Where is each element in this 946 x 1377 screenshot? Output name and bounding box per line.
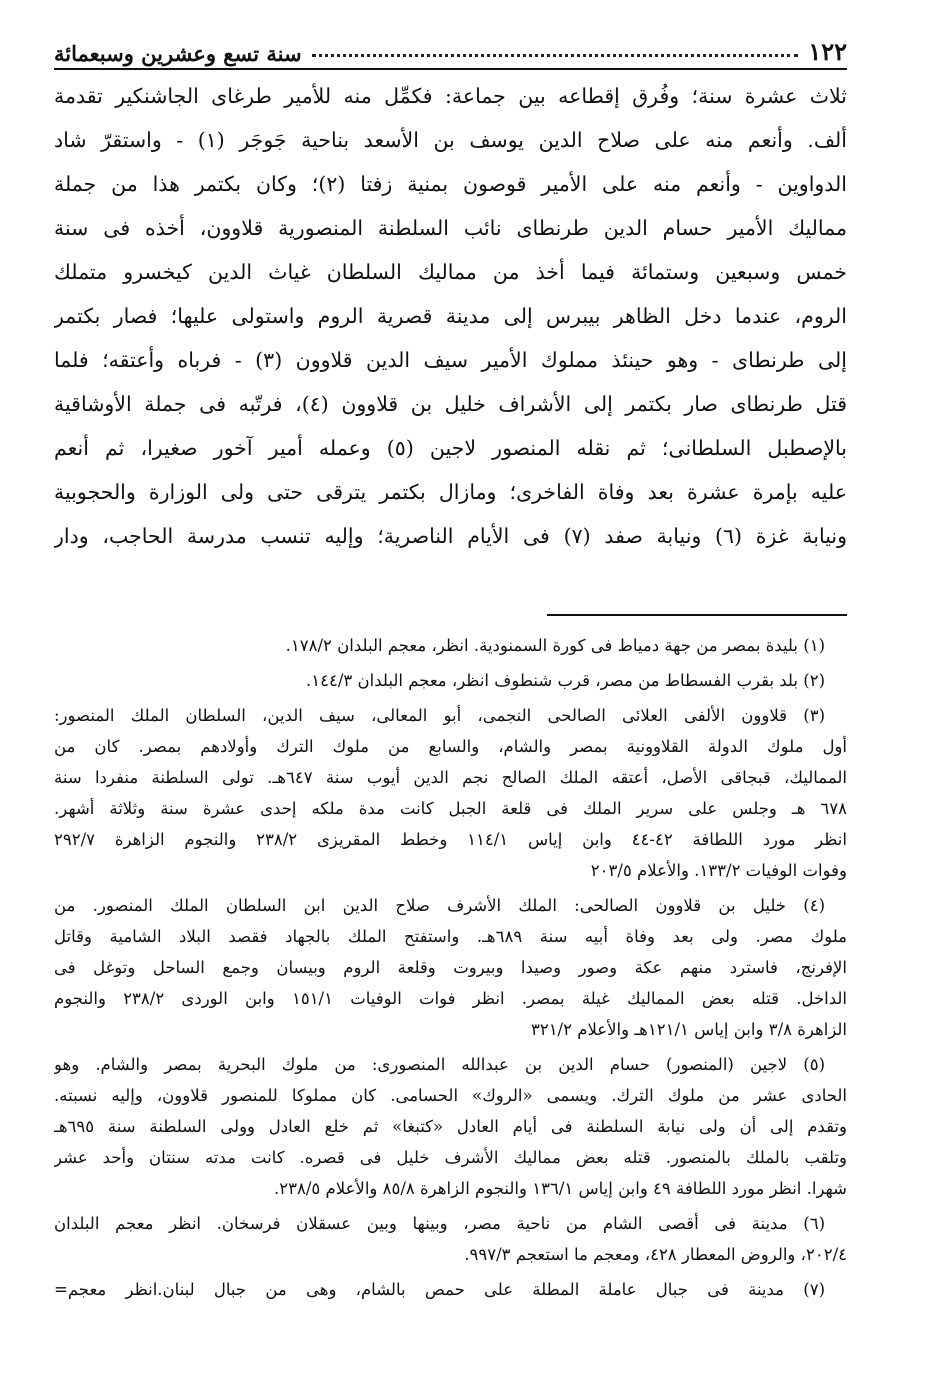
- text-line: إلى طرنطاى - وهو حينئذ مملوك الأمير سيف الدين قلاوون (٣) - فرباه وأعتقه؛ فلما: [54, 348, 847, 372]
- footnote-6: [54, 1208, 847, 1270]
- footnote-line: الإفرنج، فاسترد منهم عكة وصور وصيدا وبيروت وقلعة الروم وبيسان وجمع الساحل وتوغل فى: [54, 958, 847, 977]
- footnote-line: (٢) بلد بقرب الفسطاط من مصر، قرب شنطوف انظر، معجم البلدان ١٤٤/٣.: [306, 671, 825, 690]
- text-line: الروم، عندما دخل الظاهر بيبرس إلى مدينة قصرية الروم واستولى عليها؛ فصار بكتمر: [54, 304, 847, 328]
- main-text: [54, 74, 847, 558]
- footnote-line: الحادى عشر من ملوك الترك. ويسمى «الروك» الحسامى. كان مملوكا للمنصور قلاوون، وإليه نسبته.: [54, 1086, 847, 1105]
- footnote-line: (٣) قلاوون الألفى العلائى الصالحى النجمى، أبو المعالى، سيف الدين، السلطان الملك المنصور:: [54, 706, 825, 725]
- book-page: [54, 26, 847, 1309]
- text-line: مماليك الأمير حسام الدين طرنطاى نائب السلطنة المنصورية قلاوون، أخذه فى سنة: [54, 216, 847, 240]
- text-line: بالإصطبل السلطانى؛ ثم نقله المنصور لاجين (٥) وعمله أمير آخور صغيرا، ثم أنعم: [54, 436, 847, 460]
- footnote-1: [54, 630, 847, 661]
- text-line: عليه بإمرة عشرة بعد وفاة الفاخرى؛ ومازال بكتمر يترقى حتى ولى الوزارة والحجوبية: [54, 480, 847, 504]
- footnote-line: (٧) مدينة فى جبال عاملة المطلة على حمص بالشام، وهى من جبال لبنان.انظر معجم=: [54, 1280, 825, 1299]
- footnote-line: المماليك، قبجاقى الأصل، أعتقه الملك الصالح نجم الدين أيوب سنة ٦٤٧هـ. تولى السلطنة منفردا سنة: [54, 768, 847, 787]
- footnote-line: (٥) لاجين (المنصور) حسام الدين بن عبدالله المنصورى: من ملوك البحرية بمصر والشام. وهو: [54, 1055, 825, 1074]
- text-line: قتل طرنطاى صار بكتمر إلى الأشراف خليل بن قلاوون (٤)، فرتّبه فى جملة الأوشاقية: [54, 392, 847, 416]
- text-line: الدواوين - وأنعم منه على الأمير قوصون بمنية زفتا (٢)؛ وكان بكتمر هذا من جملة: [54, 172, 847, 196]
- footnote-line: (٦) مدينة فى أقصى الشام من ناحية مصر، وبينها وبين عسقلان فرسخان. انظر معجم البلدان: [54, 1214, 825, 1233]
- text-line: ونيابة غزة (٦) ونيابة صفد (٧) فى الأيام الناصرية؛ وإليه تنسب مدرسة الحاجب، ودار: [54, 524, 847, 548]
- footnote-line: أول ملوك الدولة القلاوونية بمصر والشام، والسابع من ملوك الترك وأولادهم بمصر. كان من: [54, 737, 847, 756]
- text-line: ثلاث عشرة سنة؛ وفُرق إقطاعه بين جماعة: فكمِّل منه للأمير طرغاى الجاشنكير تقدمة: [54, 84, 847, 108]
- footnotes: [54, 630, 847, 1305]
- footnote-line: الداخل. قتله بعض المماليك غيلة بمصر. انظر فوات الوفيات ١٥١/١ وابن الوردى ٢٣٨/٢ والنجوم: [54, 989, 847, 1008]
- page-header: [54, 26, 847, 70]
- footnote-3: [54, 700, 847, 886]
- footnote-line: شهرا. انظر مورد اللطافة ٤٩ وابن إياس ١٣٦/١ والنجوم الزاهرة ٨٥/٨ والأعلام ٢٣٨/٥.: [274, 1179, 847, 1198]
- footnote-5: [54, 1049, 847, 1204]
- footnote-line: وتقدم إلى أن ولى نيابة السلطنة فى أيام العادل «كتبغا» ثم خلع العادل وولى السلطنة سنة ٦٩٥هـ: [54, 1117, 847, 1136]
- footnote-separator-wrap: [54, 584, 847, 616]
- footnote-separator: [547, 614, 847, 616]
- footnote-4: [54, 890, 847, 1045]
- footnote-line: ٢٠٢/٤، والروض المعطار ٤٢٨، ومعجم ما استعجم ٩٩٧/٣.: [464, 1245, 847, 1264]
- text-line: خمس وسبعين وستمائة فيما أخذ من مماليك السلطان غياث الدين كيخسرو متملك: [54, 260, 847, 284]
- footnote-line: ٦٧٨ هـ وجلس على سرير الملك فى قلعة الجبل كانت مدة ملكه إحدى عشرة سنة وثلاثة أشهر.: [54, 799, 847, 818]
- text-line: ألف. وأنعم منه على صلاح الدين يوسف بن الأسعد بناحية جَوجَر (١) - واستقرّ شاد: [54, 128, 847, 152]
- running-title: سنة تسع وعشرين وسبعمائة: [54, 41, 302, 66]
- footnote-line: وفوات الوفيات ١٣٣/٢. والأعلام ٢٠٣/٥: [590, 861, 847, 880]
- footnote-7: [54, 1274, 847, 1305]
- page-number: ١٢٢: [808, 37, 847, 66]
- footnote-line: انظر مورد اللطافة ٤٢-٤٤ وابن إياس ١١٤/١ وخطط المقريزى ٢٣٨/٢ والنجوم الزاهرة ٢٩٢/٧: [54, 830, 847, 849]
- leader-dots: [312, 53, 799, 57]
- footnote-line: وتلقب بالملك بالمنصور. قتله بعض مماليك الأشرف خليل فى قصره. كانت مدته سنتان وأحد عشر: [54, 1148, 847, 1167]
- footnote-line: الزاهرة ٣/٨ وابن إياس ١٢١/١هـ والأعلام ٣٢١/٢: [530, 1020, 847, 1039]
- footnote-line: ملوك مصر. ولى بعد وفاة أبيه سنة ٦٨٩هـ. واستفتح الملك بالجهاد فقصد البلاد الشامية وقاتل: [54, 927, 847, 946]
- footnote-2: [54, 665, 847, 696]
- footnote-line: (١) بليدة بمصر من جهة دمياط فى كورة السمنودية. انظر، معجم البلدان ١٧٨/٢.: [285, 636, 825, 655]
- footnote-line: (٤) خليل بن قلاوون الصالحى: الملك الأشرف صلاح الدين ابن السلطان الملك المنصور. من: [54, 896, 825, 915]
